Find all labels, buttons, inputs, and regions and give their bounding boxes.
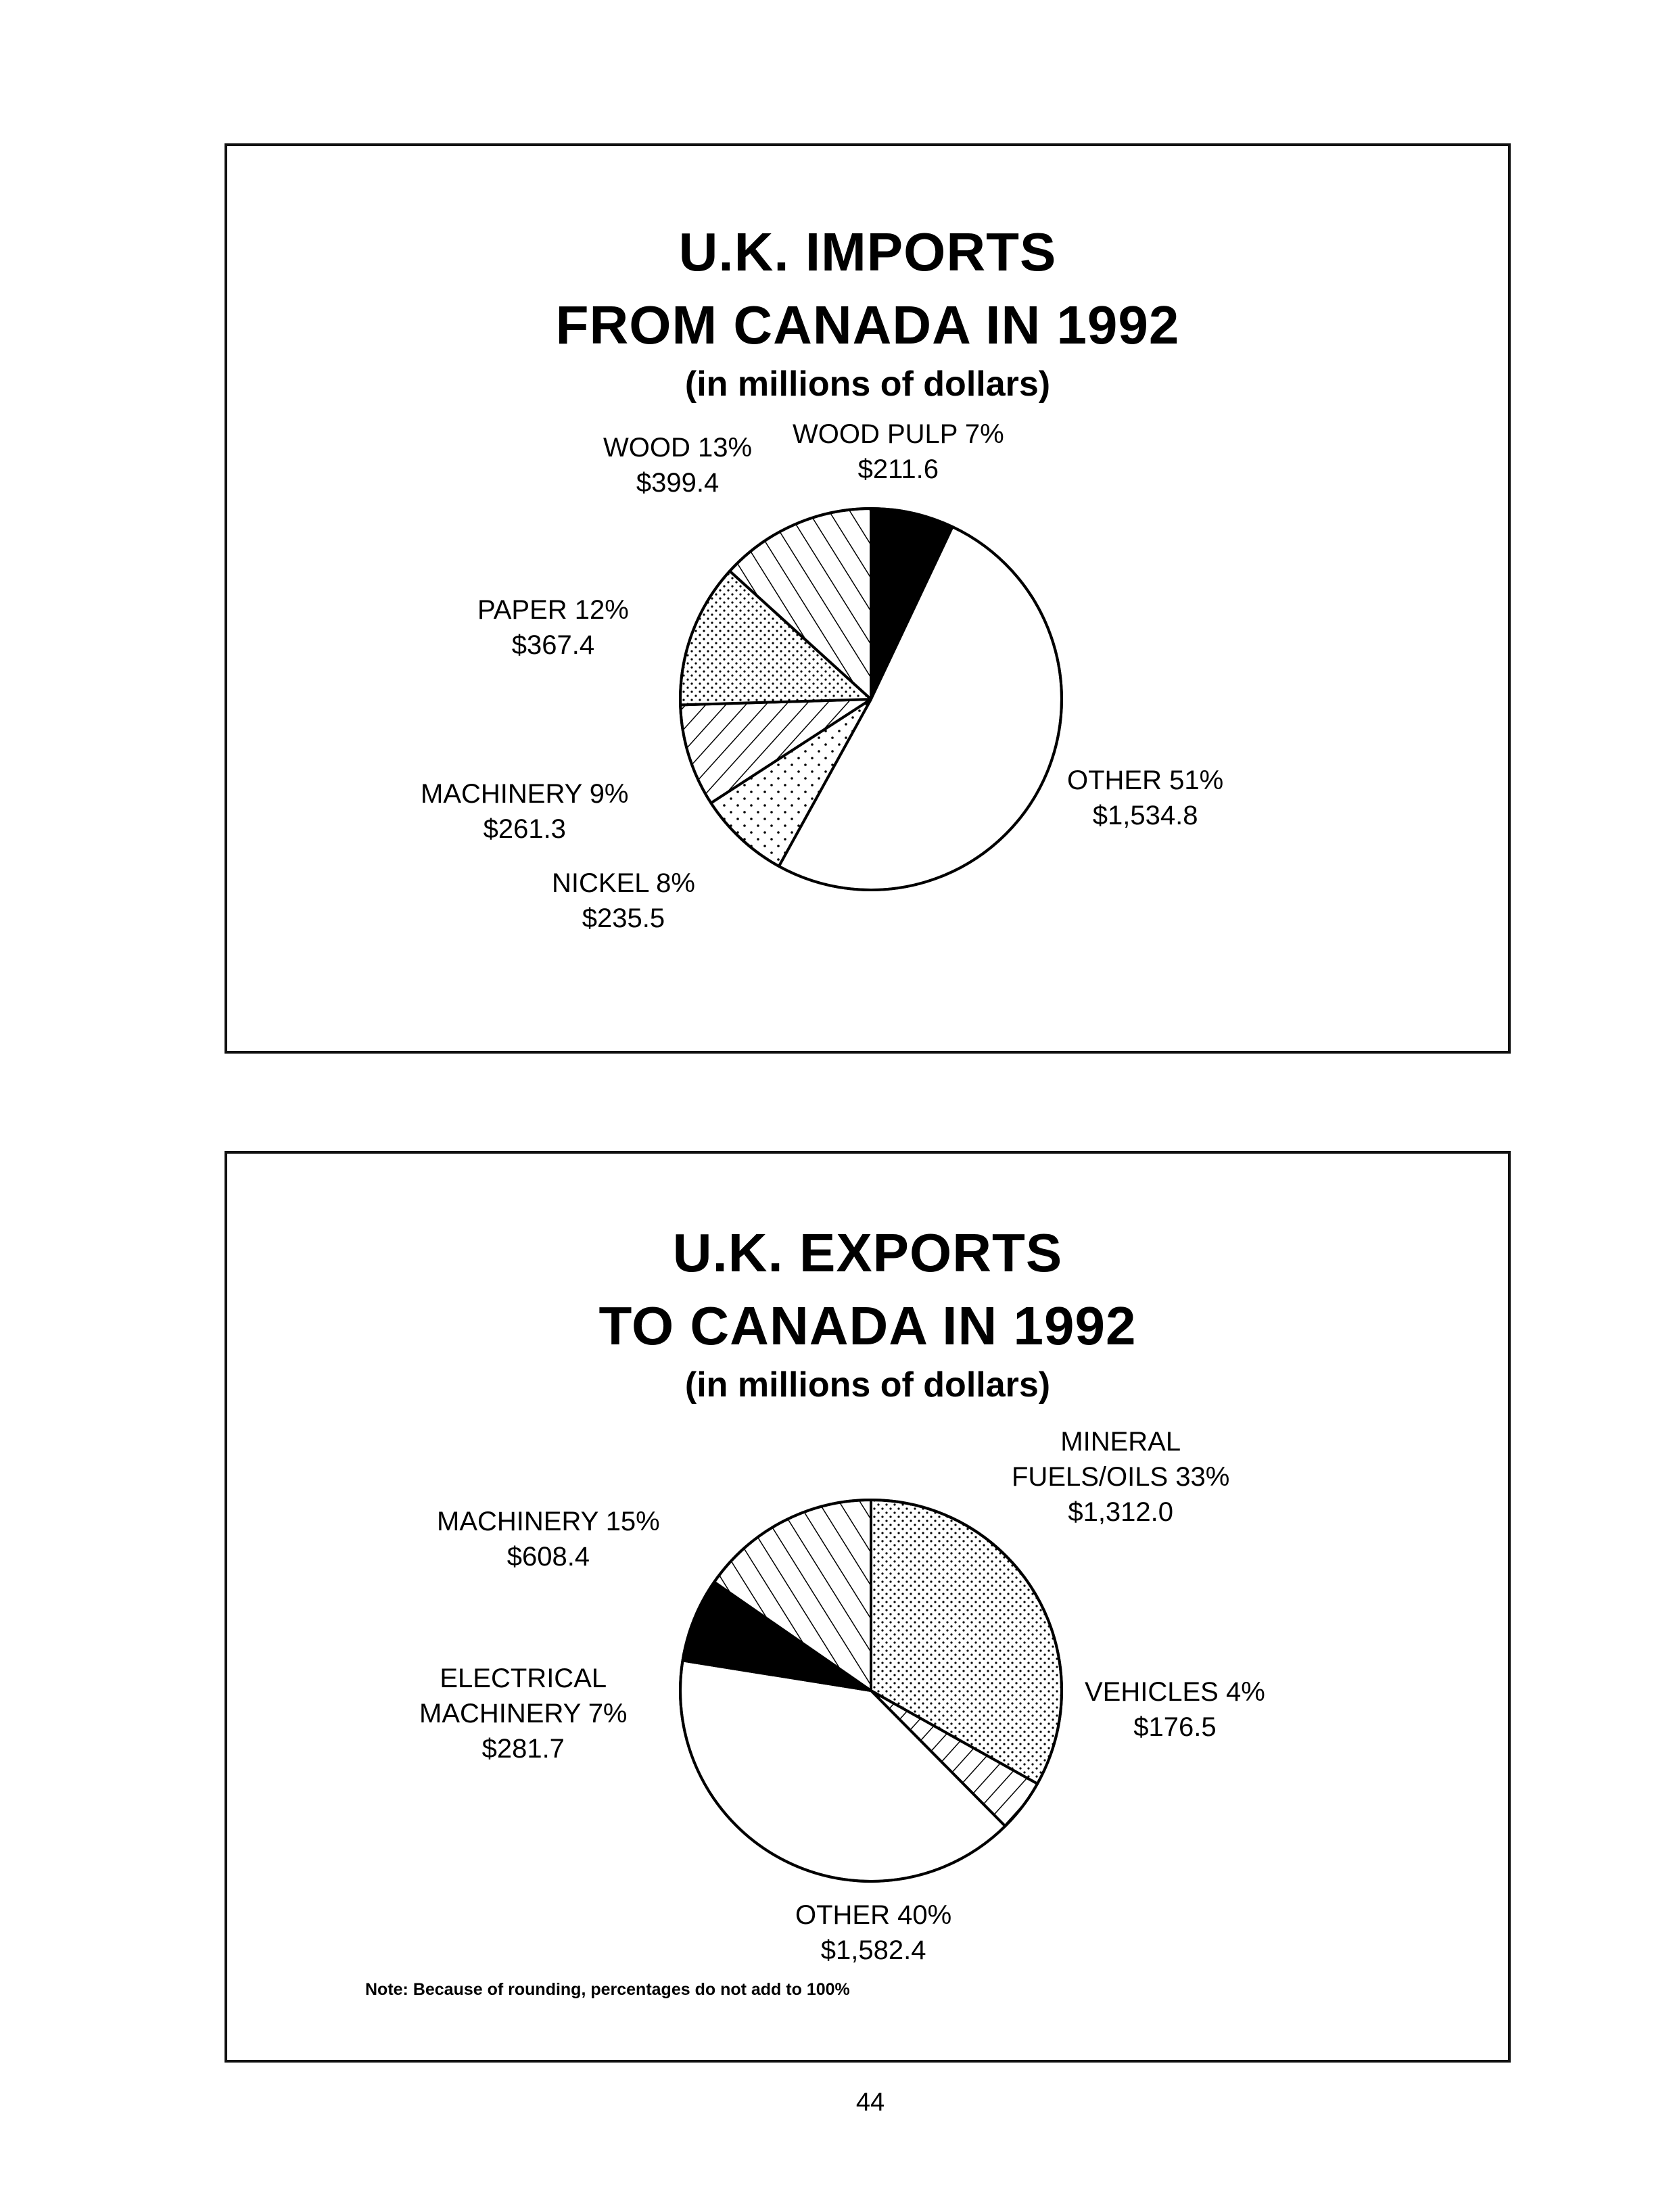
- label-vehicles: [1085, 1674, 1265, 1745]
- slice-label-line: $211.6: [857, 454, 939, 484]
- slice-label-line: OTHER 51%: [1067, 766, 1224, 795]
- slice-label-line: WOOD 13%: [603, 433, 753, 463]
- slice-label-line: WOOD PULP 7%: [793, 419, 1004, 449]
- slice-label-line: MACHINERY 15%: [437, 1507, 660, 1536]
- slice-label-line: NICKEL 8%: [552, 868, 695, 898]
- exports-chart-panel: [225, 1151, 1511, 2063]
- imports-title-line-2: FROM CANADA IN 1992: [555, 295, 1180, 355]
- slice-label-line: MACHINERY 7%: [419, 1699, 628, 1728]
- page-number: 44: [855, 2088, 885, 2117]
- slice-label-line: $176.5: [1133, 1712, 1217, 1742]
- label-other: [1067, 763, 1223, 833]
- label-wood: [603, 430, 752, 500]
- imports-chart-panel: [225, 143, 1511, 1054]
- label-wood-pulp: [793, 417, 1004, 487]
- slice-label-line: $1,534.8: [1092, 801, 1198, 830]
- label-other: [795, 1898, 951, 1968]
- label-paper: [477, 592, 629, 663]
- slice-label-line: $1,312.0: [1068, 1497, 1174, 1527]
- label-electrical-machinery: [419, 1661, 628, 1766]
- slice-label-line: $367.4: [511, 630, 595, 660]
- exports-title-line-2: TO CANADA IN 1992: [598, 1296, 1137, 1356]
- slice-label-line: VEHICLES 4%: [1085, 1677, 1265, 1707]
- label-nickel: [552, 866, 695, 936]
- label-machinery: [437, 1504, 660, 1574]
- slice-label-line: $1,582.4: [820, 1935, 926, 1965]
- slice-label-line: OTHER 40%: [795, 1900, 952, 1930]
- imports-title-line-1: U.K. IMPORTS: [678, 222, 1057, 282]
- slice-label-line: $281.7: [481, 1734, 565, 1764]
- label-machinery: [421, 776, 629, 847]
- slice-label-line: MINERAL: [1060, 1427, 1181, 1457]
- slice-label-line: MACHINERY 9%: [421, 779, 629, 809]
- rounding-note: Note: Because of rounding, percentages do not add to 100%: [365, 1980, 850, 1999]
- imports-subtitle: (in millions of dollars): [684, 364, 1051, 404]
- imports-pie-chart: [227, 146, 1513, 1056]
- exports-title-line-1: U.K. EXPORTS: [672, 1223, 1063, 1283]
- slice-label-line: $235.5: [582, 903, 665, 933]
- label-mineral-fuels-oils: [1012, 1424, 1229, 1530]
- slice-label-line: FUELS/OILS 33%: [1012, 1462, 1230, 1492]
- slice-label-line: $261.3: [483, 814, 566, 844]
- slice-label-line: ELECTRICAL: [440, 1664, 607, 1693]
- slice-label-line: $608.4: [506, 1542, 590, 1572]
- exports-subtitle: (in millions of dollars): [684, 1365, 1051, 1405]
- slice-label-line: PAPER 12%: [477, 595, 629, 625]
- slice-label-line: $399.4: [636, 468, 720, 498]
